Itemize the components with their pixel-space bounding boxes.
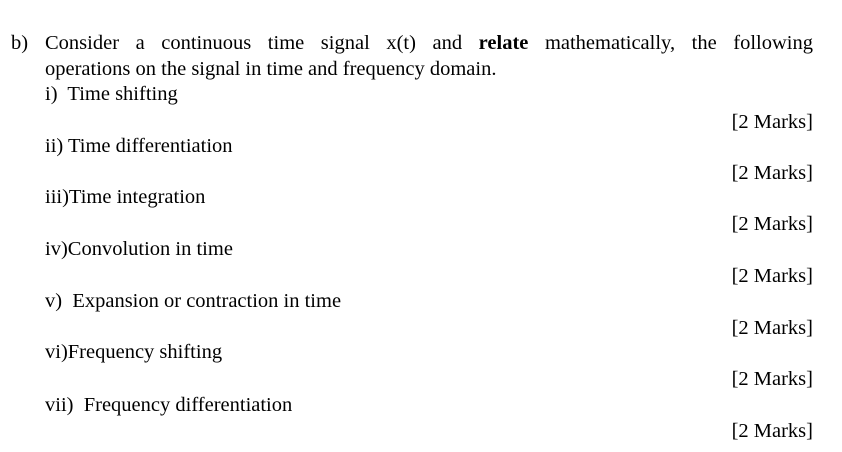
item-text: i) Time shifting — [45, 83, 178, 105]
intro-word: mathematically, — [544, 32, 676, 54]
item-marks: [2 Marks] — [731, 213, 813, 235]
question-intro-line-1 — [45, 33, 813, 54]
intro-word: following — [733, 32, 813, 54]
item-marks: [2 Marks] — [731, 317, 813, 339]
item-marks: [2 Marks] — [731, 111, 813, 133]
question-label: b) — [11, 32, 29, 54]
item-text: iii)Time integration — [45, 186, 206, 208]
intro-word: signal — [320, 32, 370, 54]
intro-word: time — [267, 32, 305, 54]
question-intro-line-2: operations on the signal in time and frequency domain. — [45, 58, 497, 80]
item-text: vi)Frequency shifting — [45, 341, 223, 363]
intro-word: x(t) — [386, 32, 416, 54]
item-marks: [2 Marks] — [731, 420, 813, 442]
item-text: vii) Frequency differentiation — [45, 394, 293, 416]
intro-word-bold: relate — [478, 32, 529, 54]
item-text: ii) Time differentiation — [45, 135, 233, 157]
intro-word: and — [432, 32, 463, 54]
intro-word: the — [691, 32, 717, 54]
item-text: v) Expansion or contraction in time — [45, 290, 342, 312]
item-marks: [2 Marks] — [731, 368, 813, 390]
intro-word: a — [135, 32, 145, 54]
intro-word: continuous — [161, 32, 252, 54]
item-marks: [2 Marks] — [731, 162, 813, 184]
item-marks: [2 Marks] — [731, 265, 813, 287]
intro-word: Consider — [45, 32, 120, 54]
item-text: iv)Convolution in time — [45, 238, 233, 260]
